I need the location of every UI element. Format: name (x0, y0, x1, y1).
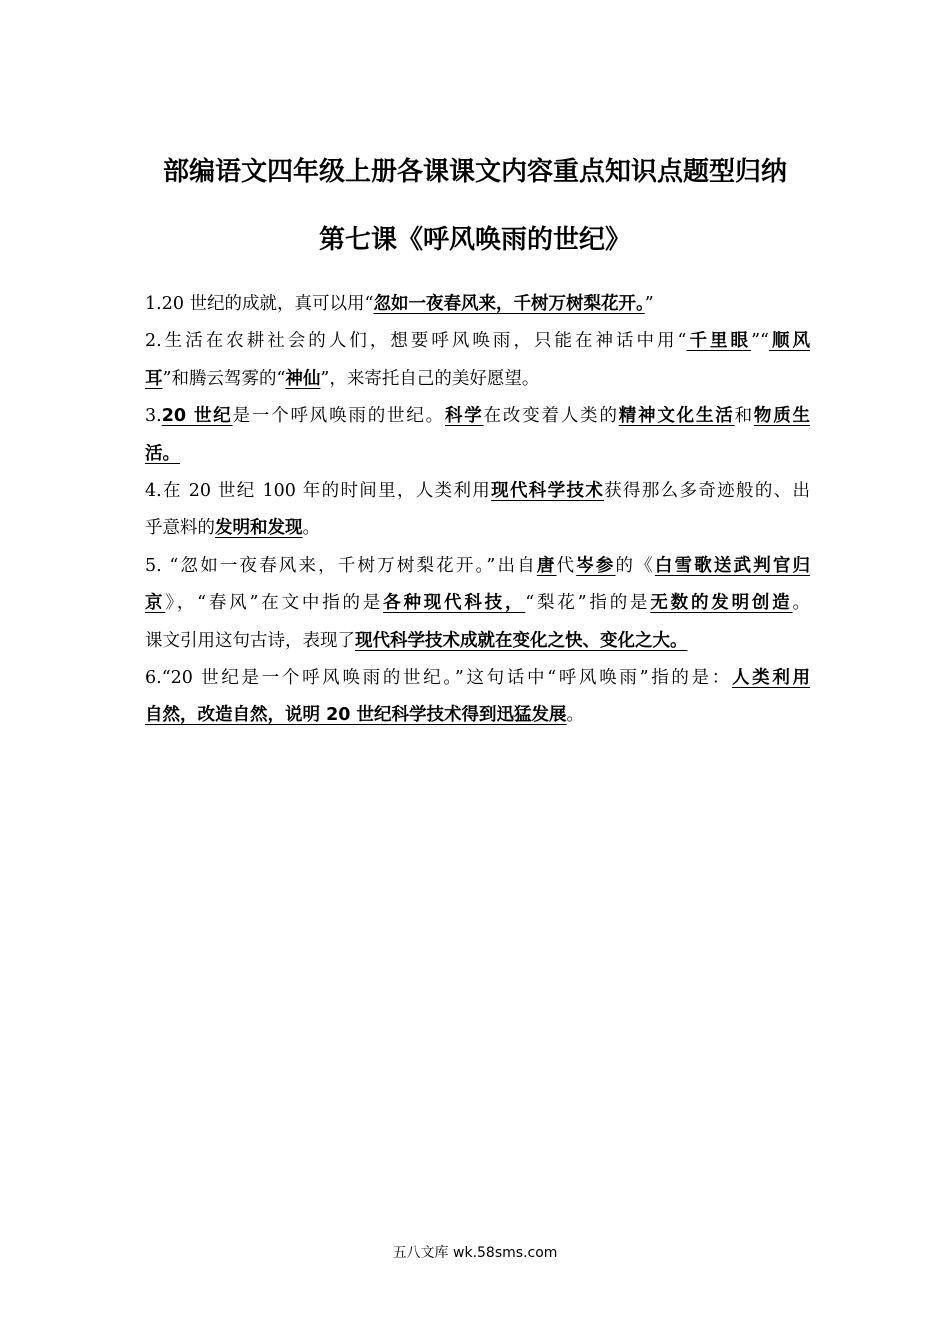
body-text: 。 (792, 593, 810, 614)
text-line (145, 436, 810, 473)
body-text: 5. “忽如一夜春风来，千树万树梨花开。”出自 (145, 555, 537, 576)
text-line (145, 623, 810, 660)
body-text: 是一个呼风唤雨的世纪。 (232, 406, 445, 427)
answer-text: 耳 (145, 368, 163, 389)
answer-text: 活。 (145, 443, 180, 464)
text-line (145, 361, 810, 398)
footer-watermark: 五八文库 wk.58sms.com (392, 1245, 558, 1261)
body-text: 4.在 20 世纪 100 年的时间里，人类利用 (145, 480, 492, 501)
text-line (145, 473, 810, 510)
body-text: “梨花”指的是 (525, 593, 651, 614)
lesson-title: 第七课《呼风唤雨的世纪》 (318, 225, 631, 255)
body-text: ”“ (751, 331, 769, 352)
body-text: 课文引用这句古诗，表现了 (145, 630, 355, 651)
body-text: 和 (734, 406, 754, 427)
answer-text: 现代科学技术 (491, 480, 605, 501)
text-line (145, 510, 810, 547)
answer-text: 唐 (536, 555, 557, 576)
text-line (145, 323, 810, 360)
body-text: 在改变着人类的 (483, 406, 619, 427)
body-text: 乎意料的 (145, 518, 215, 539)
answer-text: 千里眼 (686, 331, 752, 352)
answer-text: 各种现代科技， (383, 593, 526, 614)
answer-text: 忽如一夜春风来，千树万树梨花开。 (373, 294, 645, 314)
body-text: 3. (145, 406, 162, 427)
text-line (145, 660, 810, 697)
answer-text: 神仙 (285, 368, 321, 389)
answer-text: 自然，改造自然，说明 20 世纪科学技术得到迅猛发展 (145, 705, 567, 726)
body-text: 。 (302, 518, 320, 539)
answer-text: 顺风 (768, 331, 810, 352)
answer-text: 发明和发现 (215, 518, 303, 539)
answer-text: 无数的发明创造 (650, 593, 793, 614)
text-line (145, 585, 810, 622)
text-line (145, 286, 810, 323)
text-line (145, 398, 810, 435)
text-line (145, 548, 810, 585)
answer-text: 岑参 (576, 555, 616, 576)
body-text: ”，来寄托自己的美好愿望。 (320, 368, 540, 389)
body-text: 》，“春风”在文中指的是 (165, 593, 384, 614)
body-text: 。 (566, 705, 585, 726)
answer-text: 人类利用 (731, 667, 811, 688)
document-body (145, 286, 810, 735)
body-text: 6.“20 世纪是一个呼风唤雨的世纪。”这句话中“呼风唤雨”指的是： (145, 667, 732, 688)
answer-text: 现代科学技术成就在变化之快、变化之大。 (355, 630, 688, 651)
body-text: 获得那么多奇迹般的、出 (604, 480, 811, 501)
body-text: 的《 (615, 555, 655, 576)
body-text: ” (644, 294, 654, 314)
answer-text: 京 (145, 593, 166, 614)
answer-text: 物质生 (753, 406, 811, 427)
answer-text: 精神文化生活 (618, 406, 735, 427)
page-title: 部编语文四年级上册各课课文内容重点知识点题型归纳 (162, 157, 787, 187)
text-line (145, 697, 810, 734)
answer-text: 科学 (444, 406, 484, 427)
answer-text: 白雪歌送武判官归 (654, 555, 811, 576)
answer-text: 20 世纪 (161, 406, 233, 427)
body-text: 代 (556, 555, 577, 576)
body-text: 1.20 世纪的成就，真可以用“ (145, 294, 374, 314)
body-text: ”和腾云驾雾的“ (162, 368, 286, 389)
body-text: 2.生活在农耕社会的人们，想要呼风唤雨，只能在神话中用“ (145, 331, 687, 352)
